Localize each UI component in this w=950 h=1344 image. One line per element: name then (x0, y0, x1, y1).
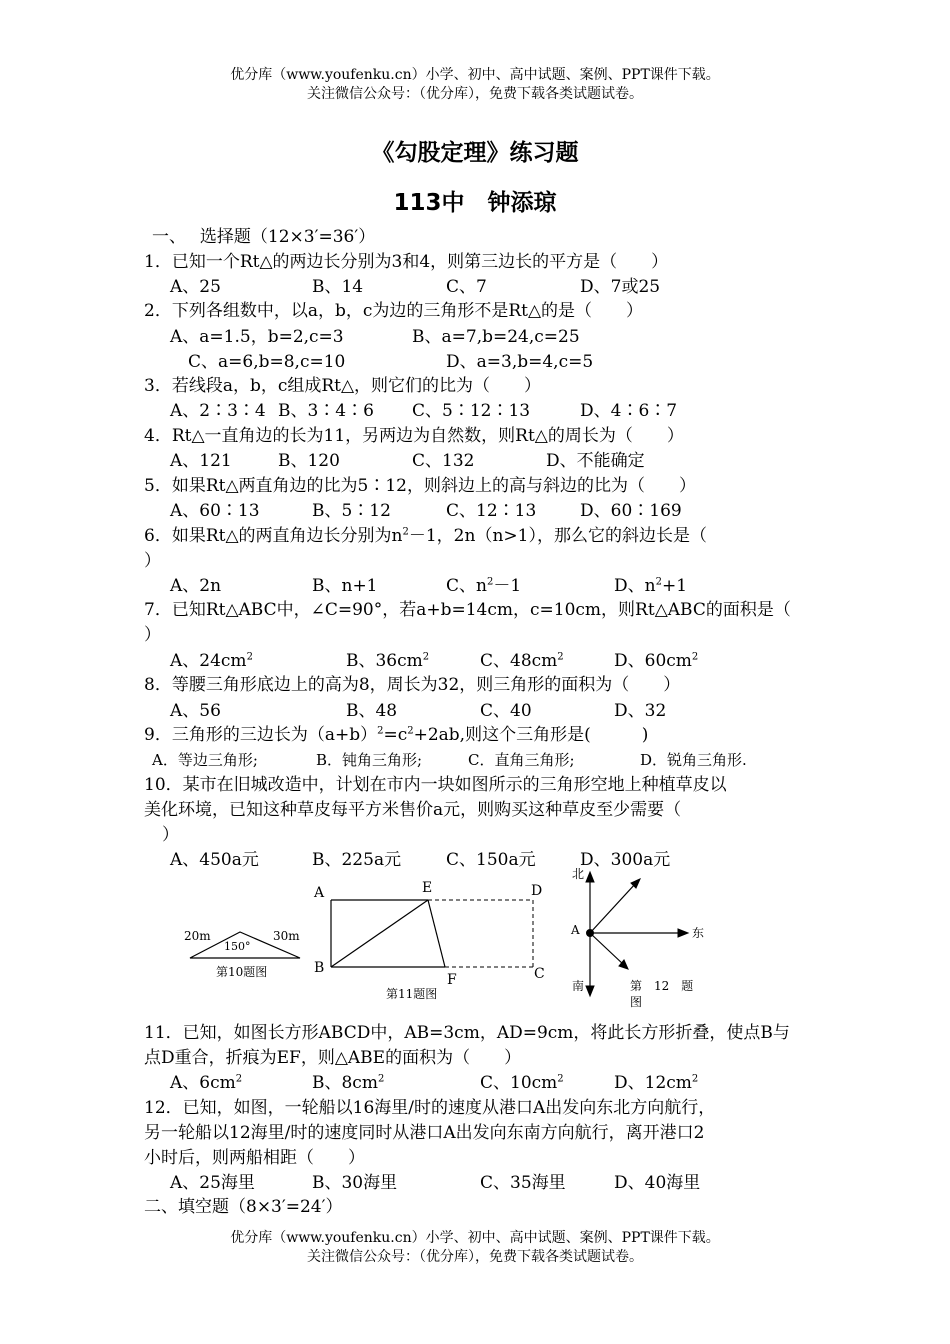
q1-option-b: B、14 (312, 277, 364, 297)
q9-sup1: 2 (377, 725, 384, 737)
fig11-edge-ef (428, 900, 445, 967)
q11-d-sup: 2 (691, 1073, 699, 1085)
q10-option-d: D、300a元 (580, 850, 671, 870)
q7-c-sup: 2 (557, 651, 564, 663)
fig11-label-a: A (314, 885, 325, 901)
fig12-south-label: 南 (572, 979, 585, 993)
q6-stem (144, 525, 707, 547)
author-line: 113中 钟添琼 (393, 190, 557, 216)
q11-c-sup: 2 (557, 1073, 564, 1085)
q11-stem-line2: 点D重合，折痕为EF，则△ABE的面积为（ ） (144, 1048, 522, 1068)
q6-c-pre: C、n (446, 576, 487, 596)
q5-option-d: D、60∶169 (580, 501, 682, 521)
q7-option-a (170, 650, 253, 672)
q2-option-b: B、a=7,b=24,c=25 (412, 327, 580, 347)
q10-stem-line3: ） (162, 825, 179, 845)
fig12-point-a (587, 930, 594, 937)
fig12-east-label: 东 (692, 926, 705, 940)
fig10-left-label: 20m (184, 929, 211, 943)
fig12-ne-ray (590, 883, 636, 933)
q9-option-d: D．锐角三角形. (640, 751, 747, 769)
q7-stem: 7．已知Rt△ABC中，∠C=90°，若a+b=14cm，c=10cm，则Rt△ABC的面积是（ (144, 600, 791, 620)
q11-d-text: D、12cm (614, 1073, 692, 1093)
footer-line-1: 优分库（www.youfenku.cn）小学、初中、高中试题、案例、PPT课件下载。 (230, 1230, 720, 1246)
q7-a-sup: 2 (246, 651, 253, 663)
q12-option-d: D、40海里 (614, 1173, 701, 1193)
q12-option-c: C、35海里 (480, 1173, 566, 1193)
q7-a-text: A、24cm (170, 651, 247, 671)
q7-option-c (480, 650, 564, 672)
page-title: 《勾股定理》练习题 (371, 140, 579, 166)
q3-stem: 3．若线段a，b，c组成Rt△，则它们的比为（ ） (144, 376, 542, 396)
q6-option-a: A、2n (170, 576, 222, 596)
q5-option-c: C、12∶13 (446, 501, 537, 521)
fig12-se-ray (590, 933, 624, 965)
q6-c-post: －1 (493, 576, 522, 596)
fig12-south-arrow (586, 986, 594, 996)
q12-option-b: B、30海里 (312, 1173, 398, 1193)
q11-c-text: C、10cm (480, 1073, 558, 1093)
q11-option-d (614, 1072, 698, 1094)
q10-stem-line2: 美化环境，已知这种草皮每平方米售价a元，则购买这种草皮至少需要（ (144, 800, 682, 820)
q7-option-b (346, 650, 429, 672)
fig10-right-label: 30m (273, 929, 300, 943)
q8-option-c: C、40 (480, 701, 532, 721)
fig12-caption-line2: 图 (630, 995, 643, 1009)
fig11-edge-be (331, 900, 428, 967)
q6-option-d (614, 575, 687, 597)
fig11-caption: 第11题图 (386, 987, 438, 1001)
figure-12 (570, 867, 704, 1009)
q6-d-sup: 2 (655, 576, 662, 588)
q11-a-sup: 2 (235, 1073, 243, 1085)
q3-option-c: C、5∶12∶13 (412, 401, 531, 421)
q6-sup: 2 (402, 526, 409, 538)
q6-d-post: +1 (661, 576, 688, 596)
q12-stem-line2: 另一轮船以12海里/时的速度同时从港口A出发向东南方向航行，离开港口2 (144, 1123, 705, 1143)
q3-option-d: D、4∶6∶7 (580, 401, 678, 421)
q7-b-sup: 2 (422, 651, 430, 663)
q11-option-c (480, 1072, 564, 1094)
q8-option-a: A、56 (170, 701, 221, 721)
q5-option-a: A、60∶13 (170, 501, 260, 521)
q10-option-a: A、450a元 (170, 850, 259, 870)
q3-option-b: B、3∶4∶6 (278, 401, 374, 421)
q1-option-d: D、7或25 (580, 277, 661, 297)
fig10-caption: 第10题图 (216, 965, 268, 979)
q9-option-b: B．钝角三角形; (316, 751, 423, 769)
fig12-north-label: 北 (572, 867, 585, 881)
q6-c-sup: 2 (486, 576, 494, 588)
q11-option-b (312, 1072, 384, 1094)
header-line-2: 关注微信公众号：（优分库），免费下载各类试题试卷。 (307, 86, 643, 102)
q11-stem-line1: 11．已知，如图长方形ABCD中，AB=3cm，AD=9cm，将此长方形折叠，使点B与 (144, 1023, 790, 1043)
q6-option-c (446, 575, 521, 597)
q10-stem-line1: 10．某市在旧城改造中，计划在市内一块如图所示的三角形空地上种植草皮以 (144, 775, 727, 795)
fig11-label-d: D (531, 883, 543, 899)
q6-stem-close: ） (144, 551, 161, 571)
fig12-caption-line1: 第 12 题 (630, 979, 694, 993)
q9-part2: =c (383, 725, 408, 745)
q8-option-d: D、32 (614, 701, 667, 721)
fig12-a-label: A (571, 923, 580, 937)
q8-option-b: B、48 (346, 701, 398, 721)
q7-d-sup: 2 (691, 651, 699, 663)
q10-option-b: B、225a元 (312, 850, 402, 870)
q1-option-c: C、7 (446, 277, 487, 297)
q8-stem: 8．等腰三角形底边上的高为8，周长为32，则三角形的面积为（ ） (144, 675, 681, 695)
q7-b-text: B、36cm (346, 651, 423, 671)
q12-option-a: A、25海里 (170, 1173, 255, 1193)
q6-option-b: B、n+1 (312, 576, 378, 596)
fig11-label-e: E (422, 880, 433, 896)
q6-stem-part2: －1，2n（n>1），那么它的斜边长是（ (408, 526, 707, 546)
footer-line-2: 关注微信公众号：（优分库），免费下载各类试题试卷。 (307, 1249, 643, 1265)
fig11-label-c: C (534, 966, 545, 982)
q4-stem: 4．Rt△一直角边的长为11，另两边为自然数，则Rt△的周长为（ ） (144, 426, 684, 446)
q9-part1: 9．三角形的三边长为（a+b） (144, 725, 378, 745)
q11-option-a (170, 1072, 242, 1094)
q11-a-text: A、6cm (170, 1073, 236, 1093)
header-line-1: 优分库（www.youfenku.cn）小学、初中、高中试题、案例、PPT课件下载。 (230, 67, 720, 83)
q6-stem-part1: 6．如果Rt△的两直角边长分别为n (144, 526, 403, 546)
section-2-heading: 二、填空题（8×3′=24′） (144, 1197, 343, 1217)
figures-row (0, 860, 950, 1020)
q6-d-pre: D、n (614, 576, 656, 596)
q9-part3: +2ab,则这个三角形是( ) (413, 725, 649, 745)
q4-option-c: C、132 (412, 451, 475, 471)
q12-stem-line1: 12．已知，如图，一轮船以16海里/时的速度从港口A出发向东北方向航行， (144, 1098, 716, 1118)
q4-option-d: D、不能确定 (546, 451, 645, 471)
q7-c-text: C、48cm (480, 651, 558, 671)
q4-option-a: A、121 (170, 451, 232, 471)
fig10-angle-label: 150° (224, 940, 251, 953)
q2-option-c: C、a=6,b=8,c=10 (188, 352, 346, 372)
q10-option-c: C、150a元 (446, 850, 536, 870)
q5-stem: 5．如果Rt△两直角边的比为5∶12，则斜边上的高与斜边的比为（ ） (144, 476, 696, 496)
q2-option-d: D、a=3,b=4,c=5 (446, 352, 594, 372)
q7-d-text: D、60cm (614, 651, 692, 671)
q3-option-a: A、2∶3∶4 (170, 401, 266, 421)
q1-stem: 1．已知一个Rt△的两边长分别为3和4，则第三边长的平方是（ ） (144, 252, 669, 272)
q2-stem: 2．下列各组数中，以a，b，c为边的三角形不是Rt△的是（ ） (144, 301, 644, 321)
q5-option-b: B、5∶12 (312, 501, 391, 521)
figure-10 (184, 929, 300, 979)
q4-option-b: B、120 (278, 451, 340, 471)
figure-11 (313, 880, 545, 1001)
q7-stem-close: ） (144, 625, 161, 645)
q12-stem-line3: 小时后，则两船相距（ ） (144, 1148, 365, 1168)
q2-option-a: A、a=1.5，b=2,c=3 (170, 327, 344, 347)
q11-b-sup: 2 (377, 1073, 385, 1085)
q9-sup2: 2 (407, 725, 414, 737)
q7-option-d (614, 650, 698, 672)
fig12-east-arrow (678, 929, 688, 937)
fig11-label-f: F (447, 972, 457, 988)
q11-b-text: B、8cm (312, 1073, 378, 1093)
q9-option-a: A．等边三角形; (152, 751, 258, 769)
q1-option-a: A、25 (170, 277, 221, 297)
section-1-heading: 一、 选择题（12×3′=36′） (152, 227, 376, 247)
fig12-north-arrow (586, 872, 594, 882)
q9-stem (144, 724, 648, 746)
fig11-label-b: B (314, 960, 325, 976)
q9-option-c: C．直角三角形; (468, 751, 575, 769)
